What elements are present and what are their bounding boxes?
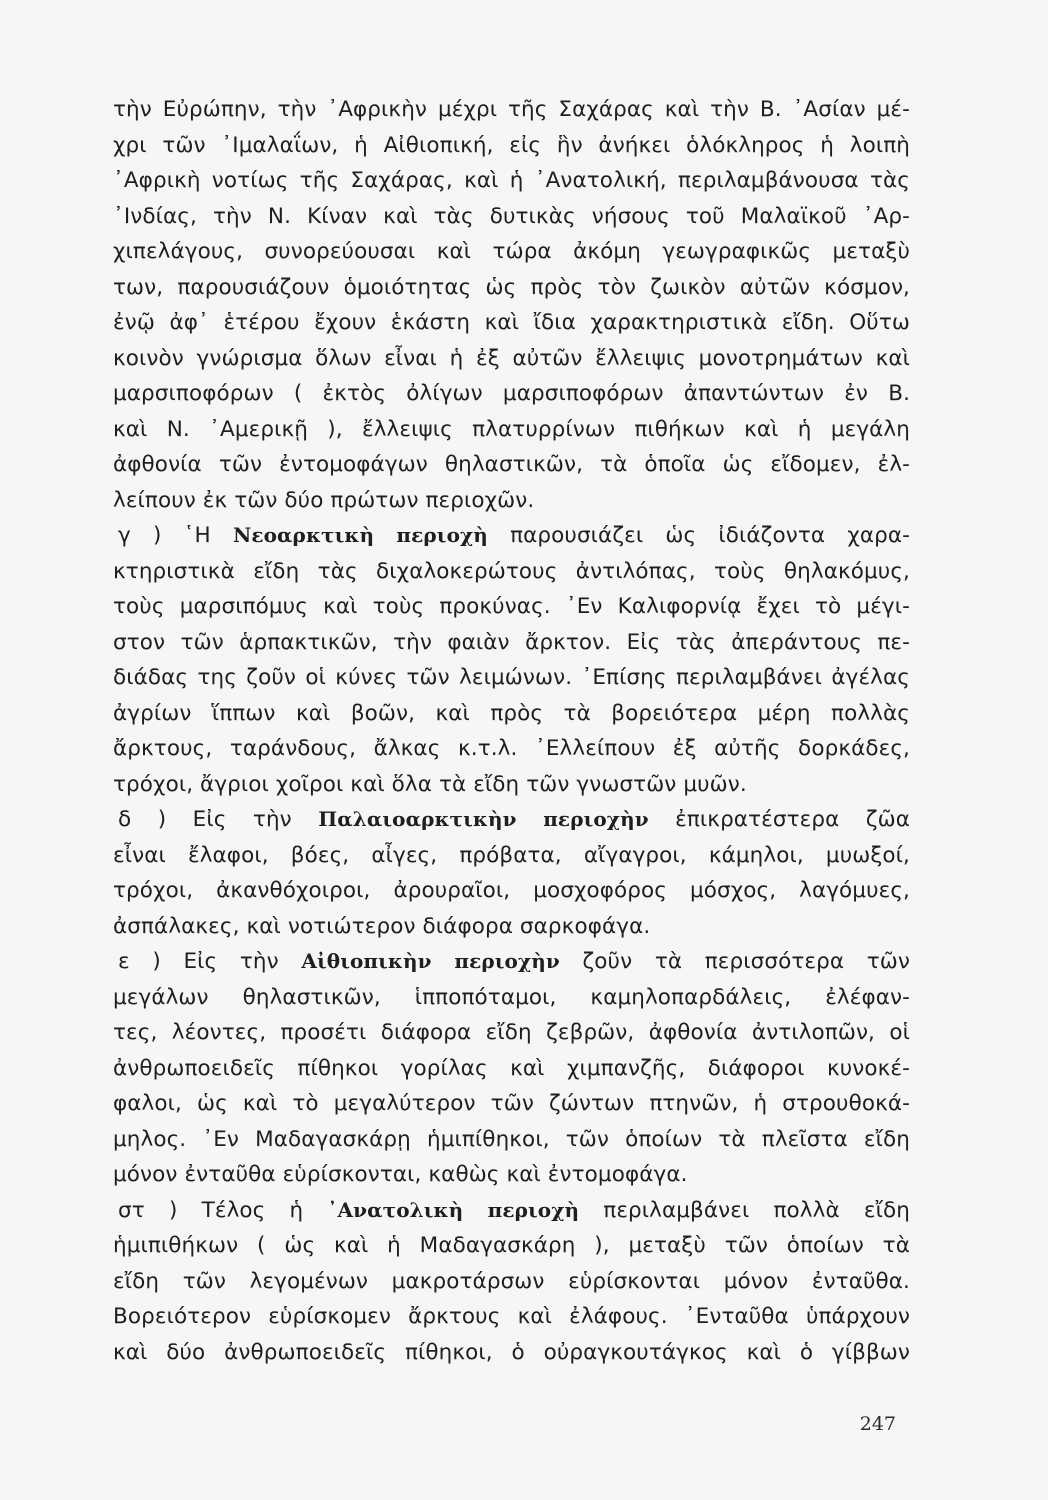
text-run: ἐνῷ ἀφ᾿ ἑτέρου ἔχουν ἑκάστη καὶ ἴδια χαρακτηριστικὰ εἴδη. Οὕτω [113, 310, 910, 335]
text-run: ἄρκτους, ταράνδους, ἄλκας κ.τ.λ. ᾿Ελλείπουν ἐξ αὐτῆς δορκάδες, [113, 736, 910, 761]
text-run: καὶ Ν. ᾿Αμερικῇ ), ἔλλειψις πλατυρρίνων πιθήκων καὶ ἡ μεγάλη [113, 416, 910, 442]
text-run: παρουσιάζει ὡς ἰδιάζοντα χαρα- [487, 523, 911, 548]
text-run: των, παρουσιάζουν ὁμοιότητας ὡς πρὸς τὸν ζωικὸν αὐτῶν κόσμον, [113, 274, 910, 300]
text-run: περιλαμβάνει πολλὰ εἴδη [579, 1197, 910, 1223]
text-line [113, 199, 910, 235]
text-run: κοινὸν γνώρισμα ὅλων εἶναι ἡ ἐξ αὐτῶν ἔλλειψις μονοτρημάτων καὶ [113, 345, 910, 371]
text-run: ᾿Ινδίας, τὴν Ν. Κίναν καὶ τὰς δυτικὰς νήσους τοῦ Μαλαϊκοῦ ᾿Αρ- [113, 203, 910, 229]
text-run: ἀγρίων ἵππων καὶ βοῶν, καὶ πρὸς τὰ βορειότερα μέρη πολλὰς [113, 700, 910, 726]
text-run: ἀφθονία τῶν ἐντομοφάγων θηλαστικῶν, τὰ ὁποῖα ὡς εἴδομεν, ἐλ- [113, 452, 910, 477]
text-run: μηλος. ᾿Εν Μαδαγασκάρῃ ἡμιπίθηκοι, τῶν ὁποίων τὰ πλεῖστα εἴδη [113, 1126, 910, 1152]
text-run: τρόχοι, ἀκανθόχοιροι, ἀρουραῖοι, μοσχοφόρος μόσχος, λαγόμυες, [113, 878, 910, 903]
text-line [113, 802, 910, 838]
text-run: εἶναι ἔλαφοι, βόες, αἶγες, πρόβατα, αἴγαγροι, κάμηλοι, μυωξοί, [113, 842, 910, 868]
text-line [113, 483, 910, 519]
page-number: 247 [859, 1413, 896, 1435]
text-run: εἴδη τῶν λεγομένων μακροτάρσων εὑρίσκονται μόνον ἐνταῦθα. [113, 1268, 910, 1294]
text-run: μεγάλων θηλαστικῶν, ἱπποπόταμοι, καμηλοπαρδάλεις, ἐλέφαν- [113, 984, 910, 1010]
text-line [113, 1299, 910, 1335]
bold-heading-term: Παλαιοαρκτικὴν περιοχὴν [318, 807, 649, 831]
page-body-text [113, 92, 910, 1370]
text-line [113, 341, 910, 377]
text-run: ἀνθρωποειδεῖς πίθηκοι γορίλας καὶ χιμπανζῆς, διάφοροι κυνοκέ- [113, 1055, 910, 1081]
text-run: χρι τῶν ᾿Ιμαλαΐων, ἡ Αἰθιοπική, εἰς ἣν ἀνήκει ὁλόκληρος ἡ λοιπὴ [113, 132, 910, 158]
text-run: στον τῶν ἁρπακτικῶν, τὴν φαιὰν ἄρκτον. Εἰς τὰς ἀπεράντους πε- [113, 629, 910, 655]
text-line [113, 980, 910, 1016]
text-line [113, 1086, 910, 1122]
text-run: χιπελάγους, συνορεύουσαι καὶ τώρα ἀκόμη γεωγραφικῶς μεταξὺ [113, 239, 910, 264]
text-line [113, 1193, 910, 1229]
text-run: γ ) ῾Η [118, 523, 233, 548]
text-run: Βορειότερον εὑρίσκομεν ἄρκτους καὶ ἐλάφους. ᾿Ενταῦθα ὑπάρχουν [113, 1304, 910, 1329]
text-run: ἡμιπιθήκων ( ὡς καὶ ἡ Μαδαγασκάρη ), μεταξὺ τῶν ὁποίων τὰ [113, 1233, 910, 1258]
text-run: τοὺς μαρσιπόμυς καὶ τοὺς προκύνας. ᾿Εν Καλιφορνίᾳ ἔχει τὸ μέγι- [113, 594, 910, 619]
text-run: δ ) Εἰς τὴν [118, 807, 319, 832]
text-run: μαρσιποφόρων ( ἐκτὸς ὀλίγων μαρσιποφόρων ἀπαντώντων ἐν Β. [113, 381, 910, 406]
text-run: λείπουν ἐκ τῶν δύο πρώτων περιοχῶν. [113, 487, 535, 513]
text-line [113, 1051, 910, 1087]
text-run: κτηριστικὰ εἴδη τὰς διχαλοκερώτους ἀντιλόπας, τοὺς θηλακόμυς, [113, 558, 910, 584]
text-line [113, 731, 910, 767]
text-run: καὶ δύο ἀνθρωποειδεῖς πίθηκοι, ὁ οὐραγκουτάγκος καὶ ὁ γίββων [113, 1339, 910, 1365]
text-line [113, 305, 910, 341]
text-line [113, 838, 910, 874]
text-line [113, 909, 910, 945]
text-line [113, 412, 910, 448]
text-line [113, 767, 910, 803]
text-run: ᾿Αφρικὴ νοτίως τῆς Σαχάρας, καὶ ἡ ᾿Ανατολική, περιλαμβάνουσα τὰς [113, 168, 910, 193]
text-line [113, 270, 910, 306]
text-line [113, 447, 910, 483]
text-line [113, 696, 910, 732]
text-run: στ ) Τέλος ἡ [118, 1197, 328, 1223]
text-line [113, 1228, 910, 1264]
text-run: μόνον ἐνταῦθα εὑρίσκονται, καθὼς καὶ ἐντομοφάγα. [113, 1162, 688, 1187]
text-line [113, 944, 910, 980]
text-line [113, 1122, 910, 1158]
text-run: ἀσπάλακες, καὶ νοτιώτερον διάφορα σαρκοφάγα. [113, 913, 651, 939]
text-line [113, 589, 910, 625]
text-line [113, 1335, 910, 1371]
text-run: τὴν Εὐρώπην, τὴν ᾿Αφρικὴν μέχρι τῆς Σαχάρας καὶ τὴν Β. ᾿Ασίαν μέ- [113, 97, 910, 122]
text-line [113, 376, 910, 412]
text-run: τρόχοι, ἄγριοι χοῖροι καὶ ὅλα τὰ εἴδη τῶν γνωστῶν μυῶν. [113, 771, 747, 797]
text-run: ε ) Εἰς τὴν [118, 949, 302, 974]
bold-heading-term: Νεοαρκτικὴ περιοχὴ [232, 523, 488, 547]
text-line [113, 1015, 910, 1051]
text-line [113, 128, 910, 164]
text-line [113, 554, 910, 590]
text-line [113, 234, 910, 270]
text-line [113, 92, 910, 128]
text-line [113, 660, 910, 696]
text-line [113, 873, 910, 909]
text-line [113, 518, 910, 554]
text-run: διάδας της ζοῦν οἱ κύνες τῶν λειμώνων. ᾿Επίσης περιλαμβάνει ἀγέλας [113, 665, 910, 690]
text-line [113, 1264, 910, 1300]
text-run: ζοῦν τὰ περισσότερα τῶν [559, 949, 911, 974]
bold-heading-term: Αἰθιοπικὴν περιοχὴν [301, 949, 560, 973]
text-line [113, 625, 910, 661]
text-line [113, 1157, 910, 1193]
text-run: φαλοι, ὡς καὶ τὸ μεγαλύτερον τῶν ζώντων πτηνῶν, ἡ στρουθοκά- [113, 1091, 910, 1116]
text-run: τες, λέοντες, προσέτι διάφορα εἴδη ζεβρῶν, ἀφθονία ἀντιλοπῶν, οἱ [113, 1020, 910, 1045]
bold-heading-term: ᾿Ανατολικὴ περιοχὴ [327, 1197, 580, 1222]
text-run: ἐπικρατέστερα ζῶα [648, 807, 910, 832]
text-line [113, 163, 910, 199]
